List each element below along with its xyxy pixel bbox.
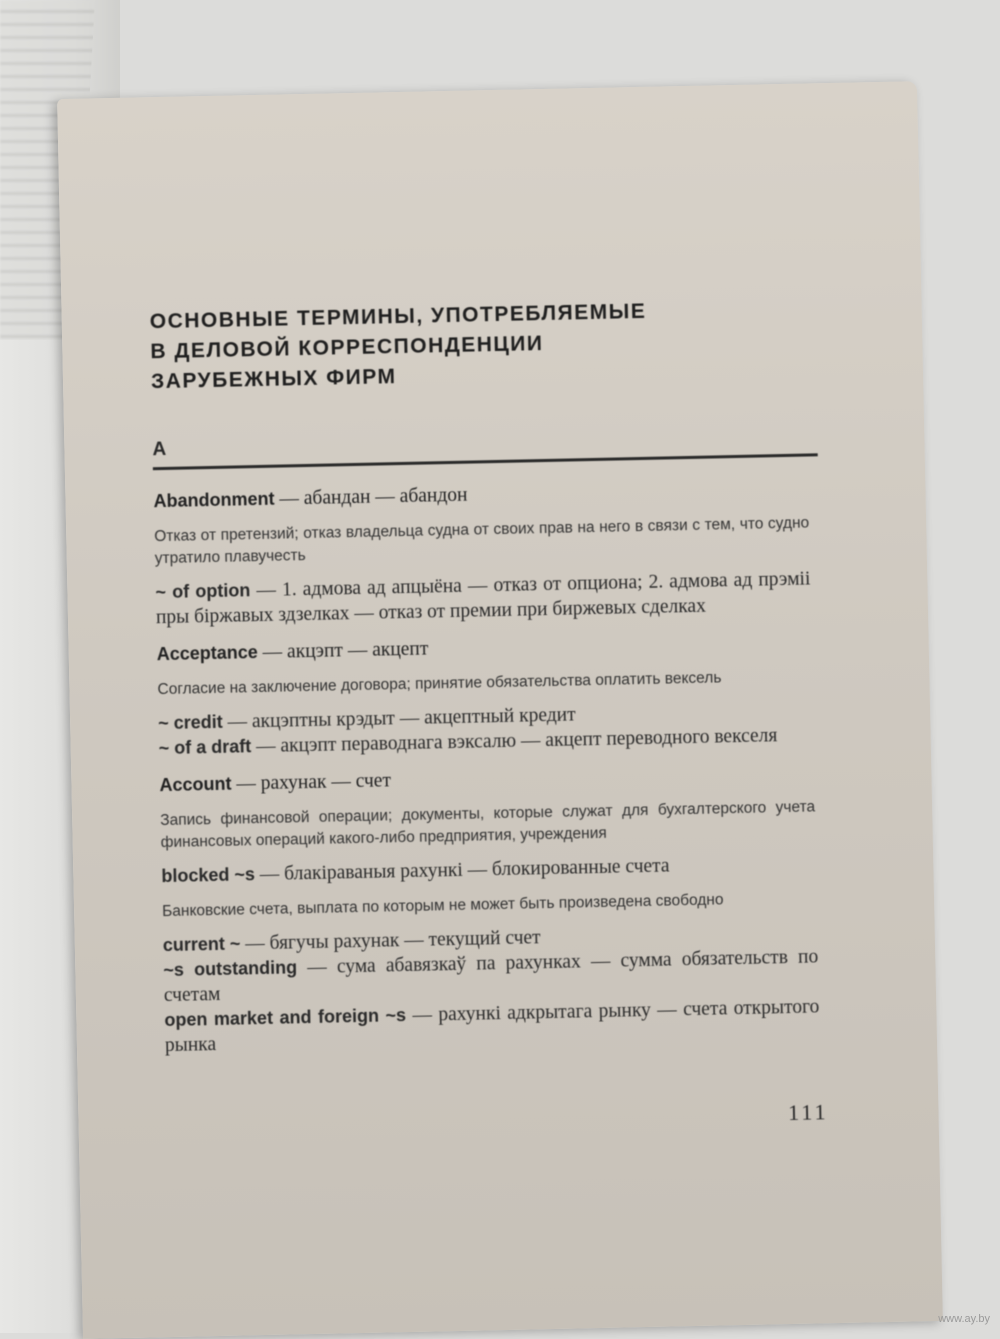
sub-translation: — акцэптны крэдыт — акцептный кредит: [222, 704, 576, 733]
sub-translation: — рахункі адкрытага рынку — счета открытого рынка: [164, 996, 820, 1057]
entry-translation: — акцэпт — акцепт: [257, 638, 429, 664]
sub-term: ~ credit: [157, 711, 223, 734]
entry-head: [153, 475, 808, 514]
sub-entry: [161, 850, 816, 889]
entry-definition: Отказ от претензий; отказ владельца судна от своих прав на него в связи с тем, что судно утратило плавучесть: [154, 514, 810, 568]
sub-term: ~s outstanding: [163, 957, 298, 981]
section-rule: [153, 453, 818, 470]
sub-entry: [155, 566, 811, 630]
entry-translation: — рахунак — счет: [231, 770, 392, 795]
entry-definition: Запись финансовой операции; документы, которые служат для бухгалтерского учета финансовых операций какого-либо предприятия, учреждения: [160, 798, 816, 852]
entry-account-continued: [162, 887, 820, 1058]
watermark: www.ay.by: [938, 1313, 990, 1325]
sub-translation: — блакіраваныя рахункі — блокированные счета: [254, 855, 670, 886]
entry-abandonment: [153, 475, 811, 630]
sub-translation: — сума абавязкаў па рахунках — сумма обязательств по счетам: [163, 946, 819, 1007]
title-line-1: ОСНОВНЫЕ ТЕРМИНЫ, УПОТРЕБЛЯЕМЫЕ: [149, 299, 647, 334]
entry-definition: Согласие на заключение договора; принятие обязательства оплатить вексель: [157, 669, 722, 699]
section-letter: A: [152, 438, 167, 461]
glossary-entries: [153, 475, 820, 1058]
sub-term: ~ of a draft: [158, 736, 252, 759]
entry-term: Abandonment: [153, 488, 275, 512]
title-line-2: В ДЕЛОВОЙ КОРРЕСПОНДЕНЦИИ: [150, 332, 544, 364]
page-number: 111: [787, 1099, 829, 1126]
entry-translation: — абандан — абандон: [274, 484, 468, 510]
entry-term: Acceptance: [156, 642, 259, 665]
sub-term: current ~: [162, 933, 241, 956]
sub-term: open market and foreign ~s: [164, 1005, 407, 1031]
book-page: [57, 81, 943, 1339]
section-header: [152, 420, 808, 472]
entry-account: [159, 759, 816, 889]
sub-translation: — акцэпт пераводнага вэксалю — акцепт переводного векселя: [251, 725, 778, 758]
entry-term: Account: [159, 773, 232, 796]
page-title: [149, 294, 806, 398]
sub-term: blocked ~s: [161, 864, 256, 887]
entry-definition: Банковские счета, выплата по которым не может быть произведена свободно: [161, 891, 724, 921]
title-line-3: ЗАРУБЕЖНЫХ ФИРМ: [150, 365, 397, 394]
sub-translation: — бягучы рахунак — текущий счет: [240, 927, 541, 955]
sub-term: ~ of option: [155, 580, 251, 603]
sub-translation: — 1. адмова ад апцыёна — отказ от опциона; 2. адмова ад прэмii пры біржавых здзелках — отказ от премии при биржевых сделках: [155, 568, 811, 629]
entry-acceptance: [157, 628, 814, 761]
page-text: [149, 294, 820, 1059]
entry-head: [157, 628, 812, 667]
entry-head: [159, 759, 814, 798]
